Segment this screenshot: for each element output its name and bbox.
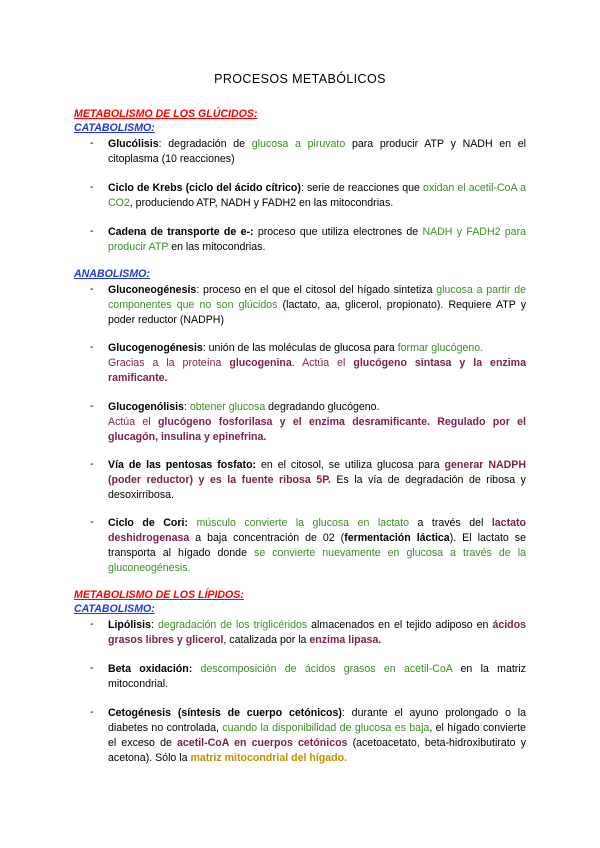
list-item-cadena-transporte [90,225,526,255]
text: en las mitocondrias. [168,241,266,253]
highlight-green: obtener glucosa [189,401,266,413]
highlight-purple: enzima lipasa. [309,634,382,646]
text-purple: Actúa el [108,416,158,428]
list-item-ciclo-cori [90,516,526,576]
list-dash: - [90,225,94,237]
highlight-green: formar glucógeno. [397,342,484,354]
text: : proceso en el que el citosol del hígado sintetiza [196,284,437,296]
term-lipolisis: Lipólisis [108,619,151,631]
text: (lactato, aa, glicerol, propionato). Requiere ATP y poder reductor (NADPH) [108,299,526,326]
term-krebs: Ciclo de Krebs (ciclo del ácido cítrico) [108,182,301,194]
highlight-purple: glucógeno sintasa y la enzima ramificante. [108,357,526,384]
list-item-beta-oxidacion [90,662,526,692]
text: : [150,619,158,631]
text: ). El lactato se transporta al hígado donde [108,532,526,559]
term-cadena: Cadena de transporte de e-: [108,226,254,238]
text: proceso que utiliza electrones de [253,226,423,238]
highlight-green: degradación de los triglicéridos [157,619,308,631]
section-heading-lipidos: METABOLISMO DE LOS LÍPIDOS: [74,589,244,601]
text: almacenados en el tejido adiposo en [307,619,493,631]
highlight-gold: matriz mitocondrial del hígado. [190,752,348,764]
subheading-catabolismo-glucidos: CATABOLISMO: [74,122,155,134]
highlight-purple: glucógeno fosforilasa y el enzima desramificante. Regulado por el glucagón, insulina y epinefrina. [108,416,526,443]
term-glucolisis: Glucólisis [108,138,159,150]
text: : [183,401,190,413]
list-dash: - [90,618,94,630]
list-dash: - [90,662,94,674]
term-gluconeogenesis: Gluconeogénesis [108,284,197,296]
list-dash: - [90,458,94,470]
term-cori: Ciclo de Cori: [108,517,188,529]
highlight-purple: glucogenina [229,357,292,369]
text: (acetoacetato, beta-hidroxibutirato y acetona). Sólo la [108,737,526,764]
text-purple: . Actúa el [291,357,354,369]
text: para producir ATP y NADH en el citoplasma (10 reacciones) [108,138,527,165]
highlight-purple: lactato deshidrogenasa [108,517,526,544]
term-glucogenogenesis: Glucogenogénesis [108,342,203,354]
list-item-krebs [90,181,526,211]
highlight-purple: acetil-CoA en cuerpos cetónicos [177,737,348,749]
text: : serie de reacciones que [300,182,424,194]
text: a baja concentración de 02 ( [189,532,345,544]
text: en el citosol, se utiliza glucosa para [256,459,445,471]
list-item-gluconeogenesis [90,283,526,328]
highlight-green: descomposición de ácidos grasos en acetil-CoA [200,663,453,675]
term-glucogenolisis: Glucogenólisis [108,401,184,413]
text: Es la vía de degradación de ribosa y desoxirribosa. [108,474,526,501]
highlight-purple: generar NADPH (poder reductor) y es la fuente ribosa 5P. [108,459,526,486]
section-heading-glucidos: METABOLISMO DE LOS GLÚCIDOS: [74,108,258,120]
text: , catalizada por la [223,634,310,646]
list-item-lipolisis [90,618,526,648]
text: : degradación de [158,138,252,150]
text: en la matriz mitocondrial. [108,663,526,690]
page-title: PROCESOS METABÓLICOS [214,72,386,86]
list-dash: - [90,516,94,528]
text: : durante el ayuno prolongado o la diabetes no controlada, [108,707,526,734]
list-item-pentosas-fosfato [90,458,526,503]
list-dash: - [90,706,94,718]
term-beta: Beta oxidación: [108,663,193,675]
text: , produciendo ATP, NADH y FADH2 en las mitocondrias. [129,197,394,209]
highlight-green: músculo convierte la glucosa en lactato [196,517,410,529]
list-dash: - [90,137,94,149]
list-item-glucolisis [90,137,526,167]
list-dash: - [90,283,94,295]
list-item-glucogenolisis [90,400,526,445]
text: , el hígado convierte el exceso de [108,722,526,749]
text-purple: Gracias a la proteína [108,357,230,369]
highlight-green: cuando la disponibilidad de glucosa es baja [222,722,430,734]
text: degradando glucógeno. [265,401,380,413]
highlight-green: se convierte nuevamente en glucosa a través de la gluconeogénesis. [108,547,526,574]
highlight-green: oxidan el acetil-CoA a CO2 [108,182,527,209]
list-dash: - [90,181,94,193]
list-item-glucogenogenesis [90,341,526,386]
term-cetogenesis: Cetogénesis (síntesis de cuerpo cetónicos) [108,707,342,719]
text: : unión de las moléculas de glucosa para [202,342,398,354]
list-item-cetogenesis [90,706,526,766]
text: a través del [409,517,492,529]
highlight-bold: fermentación láctica [344,532,450,544]
list-dash: - [90,341,94,353]
text [192,663,200,675]
highlight-purple: ácidos grasos libres y glicerol [108,619,526,646]
list-dash: - [90,400,94,412]
highlight-green: glucosa a partir de componentes que no son glúcidos [108,284,526,311]
term-pentosas: Vía de las pentosas fosfato: [108,459,257,471]
subheading-catabolismo-lipidos: CATABOLISMO: [74,603,155,615]
highlight-green: glucosa a piruvato [251,138,346,150]
highlight-green: NADH y FADH2 para producir ATP [108,226,526,253]
subheading-anabolismo: ANABOLISMO: [74,268,150,280]
